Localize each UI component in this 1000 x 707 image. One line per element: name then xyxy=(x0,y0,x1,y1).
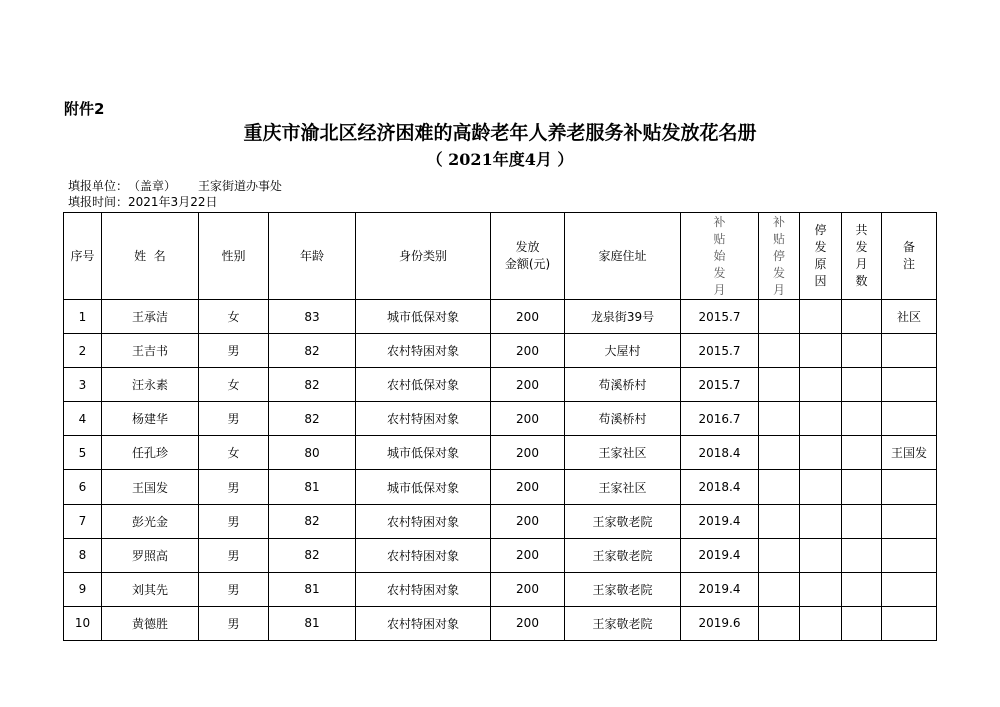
cell-age: 80 xyxy=(269,436,356,470)
cell-months-total xyxy=(842,504,882,538)
cell-address: 王家社区 xyxy=(565,436,681,470)
subsidy-roster-table xyxy=(63,212,937,641)
cell-gender: 男 xyxy=(199,470,269,504)
cell-stop-reason xyxy=(800,606,842,640)
table-row xyxy=(64,436,937,470)
header-start-month xyxy=(681,213,759,300)
report-time-value: 2021年3月22日 xyxy=(128,195,218,209)
cell-stop-month xyxy=(759,334,800,368)
cell-start-month: 2019.4 xyxy=(681,504,759,538)
header-stop-month xyxy=(759,213,800,300)
cell-category: 城市低保对象 xyxy=(356,470,491,504)
cell-remark: 王国发 xyxy=(882,436,937,470)
cell-address: 王家敬老院 xyxy=(565,538,681,572)
cell-amount: 200 xyxy=(491,470,565,504)
roster-body xyxy=(64,300,937,641)
report-time-label: 填报时间： xyxy=(68,195,129,209)
cell-months-total xyxy=(842,606,882,640)
header-months-total xyxy=(842,213,882,300)
cell-stop-month xyxy=(759,436,800,470)
cell-no: 10 xyxy=(64,606,102,640)
cell-no: 2 xyxy=(64,334,102,368)
cell-name: 任孔珍 xyxy=(102,436,199,470)
cell-category: 农村特困对象 xyxy=(356,504,491,538)
cell-name: 黄德胜 xyxy=(102,606,199,640)
cell-stop-month xyxy=(759,504,800,538)
cell-gender: 男 xyxy=(199,538,269,572)
cell-months-total xyxy=(842,470,882,504)
table-row xyxy=(64,572,937,606)
header-stop-month-char: 发 xyxy=(772,265,785,280)
cell-start-month: 2015.7 xyxy=(681,300,759,334)
cell-amount: 200 xyxy=(491,572,565,606)
cell-address: 苟溪桥村 xyxy=(565,402,681,436)
cell-age: 82 xyxy=(269,368,356,402)
cell-gender: 男 xyxy=(199,504,269,538)
table-row xyxy=(64,402,937,436)
cell-gender: 女 xyxy=(199,300,269,334)
cell-stop-reason xyxy=(800,436,842,470)
cell-no: 9 xyxy=(64,572,102,606)
cell-amount: 200 xyxy=(491,300,565,334)
cell-stop-reason xyxy=(800,334,842,368)
cell-stop-month xyxy=(759,402,800,436)
cell-name: 刘其先 xyxy=(102,572,199,606)
cell-stop-reason xyxy=(800,368,842,402)
header-remark-char: 注 xyxy=(902,257,915,271)
table-row xyxy=(64,334,937,368)
cell-gender: 男 xyxy=(199,334,269,368)
cell-gender: 女 xyxy=(199,368,269,402)
cell-start-month: 2019.4 xyxy=(681,538,759,572)
header-name: 姓 名 xyxy=(102,213,199,300)
cell-months-total xyxy=(842,300,882,334)
cell-age: 81 xyxy=(269,470,356,504)
cell-age: 82 xyxy=(269,504,356,538)
cell-remark xyxy=(882,334,937,368)
header-remark xyxy=(882,213,937,300)
header-months-total-char: 月 xyxy=(855,257,868,271)
header-stop-reason xyxy=(800,213,842,300)
cell-stop-reason xyxy=(800,538,842,572)
report-unit-line xyxy=(68,177,282,194)
cell-no: 8 xyxy=(64,538,102,572)
cell-months-total xyxy=(842,402,882,436)
cell-start-month: 2016.7 xyxy=(681,402,759,436)
cell-category: 农村特困对象 xyxy=(356,572,491,606)
report-time-line xyxy=(68,193,217,210)
document-subtitle: （ 2021年度4月 ） xyxy=(426,150,574,169)
table-row xyxy=(64,504,937,538)
table-row xyxy=(64,606,937,640)
cell-name: 汪永素 xyxy=(102,368,199,402)
header-gender: 性别 xyxy=(199,213,269,300)
cell-start-month: 2015.7 xyxy=(681,334,759,368)
cell-category: 农村低保对象 xyxy=(356,368,491,402)
cell-stop-month xyxy=(759,606,800,640)
table-row xyxy=(64,538,937,572)
header-start-month-char: 补 xyxy=(713,214,726,229)
report-unit-value: 王家街道办事处 xyxy=(198,179,283,193)
cell-remark xyxy=(882,470,937,504)
cell-age: 81 xyxy=(269,606,356,640)
header-start-month-char: 贴 xyxy=(713,231,726,246)
cell-months-total xyxy=(842,334,882,368)
cell-age: 82 xyxy=(269,334,356,368)
cell-category: 农村特困对象 xyxy=(356,402,491,436)
cell-name: 杨建华 xyxy=(102,402,199,436)
cell-gender: 男 xyxy=(199,572,269,606)
cell-address: 王家敬老院 xyxy=(565,572,681,606)
cell-stop-reason xyxy=(800,402,842,436)
header-remark-char: 备 xyxy=(902,240,915,254)
header-row xyxy=(64,213,937,300)
cell-stop-reason xyxy=(800,572,842,606)
table-row xyxy=(64,470,937,504)
header-stop-month-char: 月 xyxy=(772,282,785,297)
cell-category: 城市低保对象 xyxy=(356,300,491,334)
cell-address: 苟溪桥村 xyxy=(565,368,681,402)
cell-gender: 男 xyxy=(199,402,269,436)
header-stop-month-char: 停 xyxy=(772,248,785,263)
cell-category: 农村特困对象 xyxy=(356,334,491,368)
cell-stop-month xyxy=(759,470,800,504)
cell-address: 王家敬老院 xyxy=(565,504,681,538)
header-stop-reason-char: 因 xyxy=(814,274,827,288)
cell-stop-reason xyxy=(800,504,842,538)
table-row xyxy=(64,368,937,402)
header-months-total-char: 发 xyxy=(855,240,868,254)
cell-start-month: 2018.4 xyxy=(681,470,759,504)
cell-months-total xyxy=(842,572,882,606)
cell-amount: 200 xyxy=(491,368,565,402)
cell-remark xyxy=(882,606,937,640)
cell-stop-month xyxy=(759,368,800,402)
cell-amount: 200 xyxy=(491,402,565,436)
cell-remark: 社区 xyxy=(882,300,937,334)
cell-no: 3 xyxy=(64,368,102,402)
cell-gender: 男 xyxy=(199,606,269,640)
header-no: 序号 xyxy=(64,213,102,300)
cell-category: 农村特困对象 xyxy=(356,538,491,572)
cell-remark xyxy=(882,368,937,402)
cell-no: 7 xyxy=(64,504,102,538)
header-stop-reason-char: 停 xyxy=(814,223,827,237)
cell-no: 1 xyxy=(64,300,102,334)
cell-stop-month xyxy=(759,538,800,572)
cell-no: 5 xyxy=(64,436,102,470)
attachment-label: 附件2 xyxy=(64,100,105,118)
cell-amount: 200 xyxy=(491,606,565,640)
header-start-month-char: 月 xyxy=(713,282,726,297)
header-start-month-char: 始 xyxy=(713,248,726,263)
cell-months-total xyxy=(842,538,882,572)
cell-name: 王吉书 xyxy=(102,334,199,368)
cell-name: 王承洁 xyxy=(102,300,199,334)
header-start-month-char: 发 xyxy=(713,265,726,280)
cell-amount: 200 xyxy=(491,504,565,538)
cell-name: 罗照高 xyxy=(102,538,199,572)
cell-amount: 200 xyxy=(491,538,565,572)
cell-address: 大屋村 xyxy=(565,334,681,368)
cell-stop-reason xyxy=(800,300,842,334)
cell-months-total xyxy=(842,436,882,470)
report-unit-label: 填报单位： xyxy=(68,179,129,193)
cell-remark xyxy=(882,402,937,436)
cell-address: 王家社区 xyxy=(565,470,681,504)
cell-remark xyxy=(882,504,937,538)
header-stop-month-char: 贴 xyxy=(772,231,785,246)
cell-start-month: 2019.4 xyxy=(681,572,759,606)
cell-amount: 200 xyxy=(491,436,565,470)
header-months-total-char: 共 xyxy=(855,223,868,237)
header-months-total-char: 数 xyxy=(855,274,868,288)
cell-start-month: 2015.7 xyxy=(681,368,759,402)
cell-remark xyxy=(882,538,937,572)
cell-address: 王家敬老院 xyxy=(565,606,681,640)
report-unit-seal: （盖章） xyxy=(134,179,177,193)
document-title: 重庆市渝北区经济困难的高龄老年人养老服务补贴发放花名册 xyxy=(243,122,757,144)
cell-stop-month xyxy=(759,300,800,334)
cell-remark xyxy=(882,572,937,606)
cell-no: 4 xyxy=(64,402,102,436)
header-amount-line2: 金额(元) xyxy=(504,257,551,271)
cell-gender: 女 xyxy=(199,436,269,470)
header-amount xyxy=(491,213,565,300)
cell-stop-reason xyxy=(800,470,842,504)
cell-age: 82 xyxy=(269,538,356,572)
cell-months-total xyxy=(842,368,882,402)
cell-amount: 200 xyxy=(491,334,565,368)
cell-name: 彭光金 xyxy=(102,504,199,538)
header-address: 家庭住址 xyxy=(565,213,681,300)
cell-address: 龙泉街39号 xyxy=(565,300,681,334)
cell-age: 82 xyxy=(269,402,356,436)
cell-name: 王国发 xyxy=(102,470,199,504)
header-amount-line1: 发放 xyxy=(515,240,540,254)
cell-category: 城市低保对象 xyxy=(356,436,491,470)
cell-no: 6 xyxy=(64,470,102,504)
cell-start-month: 2018.4 xyxy=(681,436,759,470)
table-row xyxy=(64,300,937,334)
header-age: 年龄 xyxy=(269,213,356,300)
cell-start-month: 2019.6 xyxy=(681,606,759,640)
cell-age: 83 xyxy=(269,300,356,334)
cell-stop-month xyxy=(759,572,800,606)
header-stop-month-char: 补 xyxy=(772,214,785,229)
cell-category: 农村特困对象 xyxy=(356,606,491,640)
header-stop-reason-char: 发 xyxy=(814,240,827,254)
cell-age: 81 xyxy=(269,572,356,606)
header-category: 身份类别 xyxy=(356,213,491,300)
header-stop-reason-char: 原 xyxy=(814,257,827,271)
